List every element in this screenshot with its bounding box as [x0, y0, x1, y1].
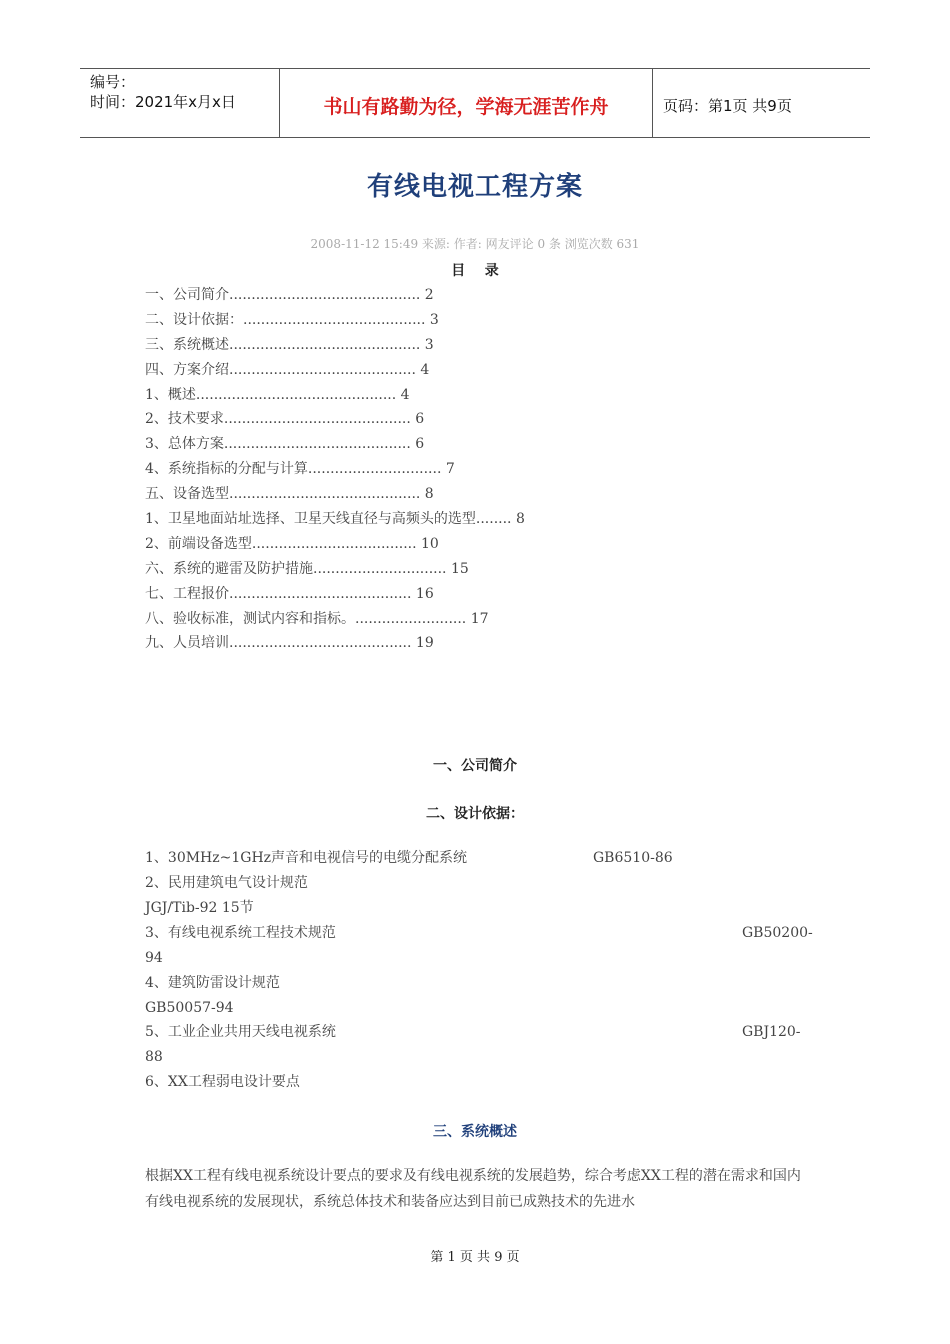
toc-item[interactable]: 2、前端设备选型..................................... 10 — [145, 535, 439, 552]
reference-text: 4、建筑防雷设计规范 — [145, 975, 280, 991]
reference-line — [145, 948, 815, 968]
section-heading-design-basis: 二、设计依据： — [426, 806, 524, 822]
reference-text: 1、30MHz~1GHz声音和电视信号的电缆分配系统 — [145, 850, 468, 866]
document-number-label: 编号： — [90, 73, 136, 91]
section-heading-company: 一、公司简介 — [433, 758, 517, 774]
reference-code: GBJ120- — [742, 1024, 801, 1040]
toc-item[interactable]: 六、系统的避雷及防护措施.............................. 15 — [145, 560, 469, 577]
header-motto: 书山有路勤为径，学海无涯苦作舟 — [280, 69, 653, 137]
toc-item[interactable]: 一、公司简介........................................... 2 — [145, 287, 434, 303]
reference-code: GB6510-86 — [593, 850, 673, 866]
reference-text: 88 — [145, 1049, 163, 1065]
header-page-info: 页码：第1页 共9页 — [663, 96, 792, 115]
document-time-label: 时间：2021年x月x日 — [90, 93, 236, 111]
reference-line — [145, 1022, 815, 1042]
section-heading-system-overview: 三、系统概述 — [433, 1124, 517, 1140]
toc-item[interactable]: 1、概述............................................. 4 — [145, 386, 410, 403]
toc-heading: 目 录 — [451, 263, 499, 279]
reference-line — [145, 898, 815, 918]
reference-line — [145, 848, 815, 868]
article-meta: 2008-11-12 15:49 来源: 作者: 网友评论 0 条 浏览次数 631 — [310, 237, 640, 251]
reference-code: GB50200- — [742, 925, 813, 941]
reference-line — [145, 923, 815, 943]
toc-item[interactable]: 2、技术要求.......................................... 6 — [145, 411, 425, 428]
reference-text: 94 — [145, 950, 163, 966]
reference-text: 6、XX工程弱电设计要点 — [145, 1074, 300, 1090]
reference-line — [145, 973, 815, 993]
table-of-contents — [145, 284, 845, 657]
toc-item[interactable]: 4、系统指标的分配与计算.............................. 7 — [145, 461, 455, 478]
toc-item[interactable]: 1、卫星地面站址选择、卫星天线直径与高频头的选型........ 8 — [145, 511, 525, 528]
toc-item[interactable]: 九、人员培训......................................... 19 — [145, 635, 434, 652]
page-footer: 第 1 页 共 9 页 — [430, 1250, 520, 1265]
reference-text: GB50057-94 — [145, 1000, 234, 1016]
header-left-cell — [80, 69, 280, 137]
toc-item[interactable]: 三、系统概述........................................... 3 — [145, 336, 434, 353]
body-paragraph: 根据XX工程有线电视系统设计要点的要求及有线电视系统的发展趋势，综合考虑XX工程的潜在需求和国内有线电视系统的发展现状，系统总体技术和装备应达到目前已成熟技术的先进水 — [145, 1168, 801, 1210]
toc-item[interactable]: 七、工程报价......................................... 16 — [145, 585, 434, 602]
header-table — [80, 68, 870, 138]
toc-item[interactable]: 八、验收标准，测试内容和指标。......................... 17 — [145, 610, 489, 627]
toc-item[interactable]: 3、总体方案.......................................... 6 — [145, 436, 425, 453]
reference-text: 5、工业企业共用天线电视系统 — [145, 1024, 336, 1040]
reference-line — [145, 998, 815, 1018]
reference-line — [145, 1072, 815, 1092]
reference-line — [145, 1047, 815, 1067]
reference-text: 2、民用建筑电气设计规范 — [145, 875, 308, 891]
toc-item[interactable]: 二、设计依据：......................................... 3 — [145, 311, 439, 328]
document-title: 有线电视工程方案 — [366, 172, 583, 202]
reference-text: JGJ/Tib-92 15节 — [145, 900, 254, 916]
toc-item[interactable]: 五、设备选型........................................... 8 — [145, 486, 434, 503]
toc-item[interactable]: 四、方案介绍.......................................... 4 — [145, 361, 430, 378]
reference-text: 3、有线电视系统工程技术规范 — [145, 925, 336, 941]
reference-line — [145, 873, 815, 893]
